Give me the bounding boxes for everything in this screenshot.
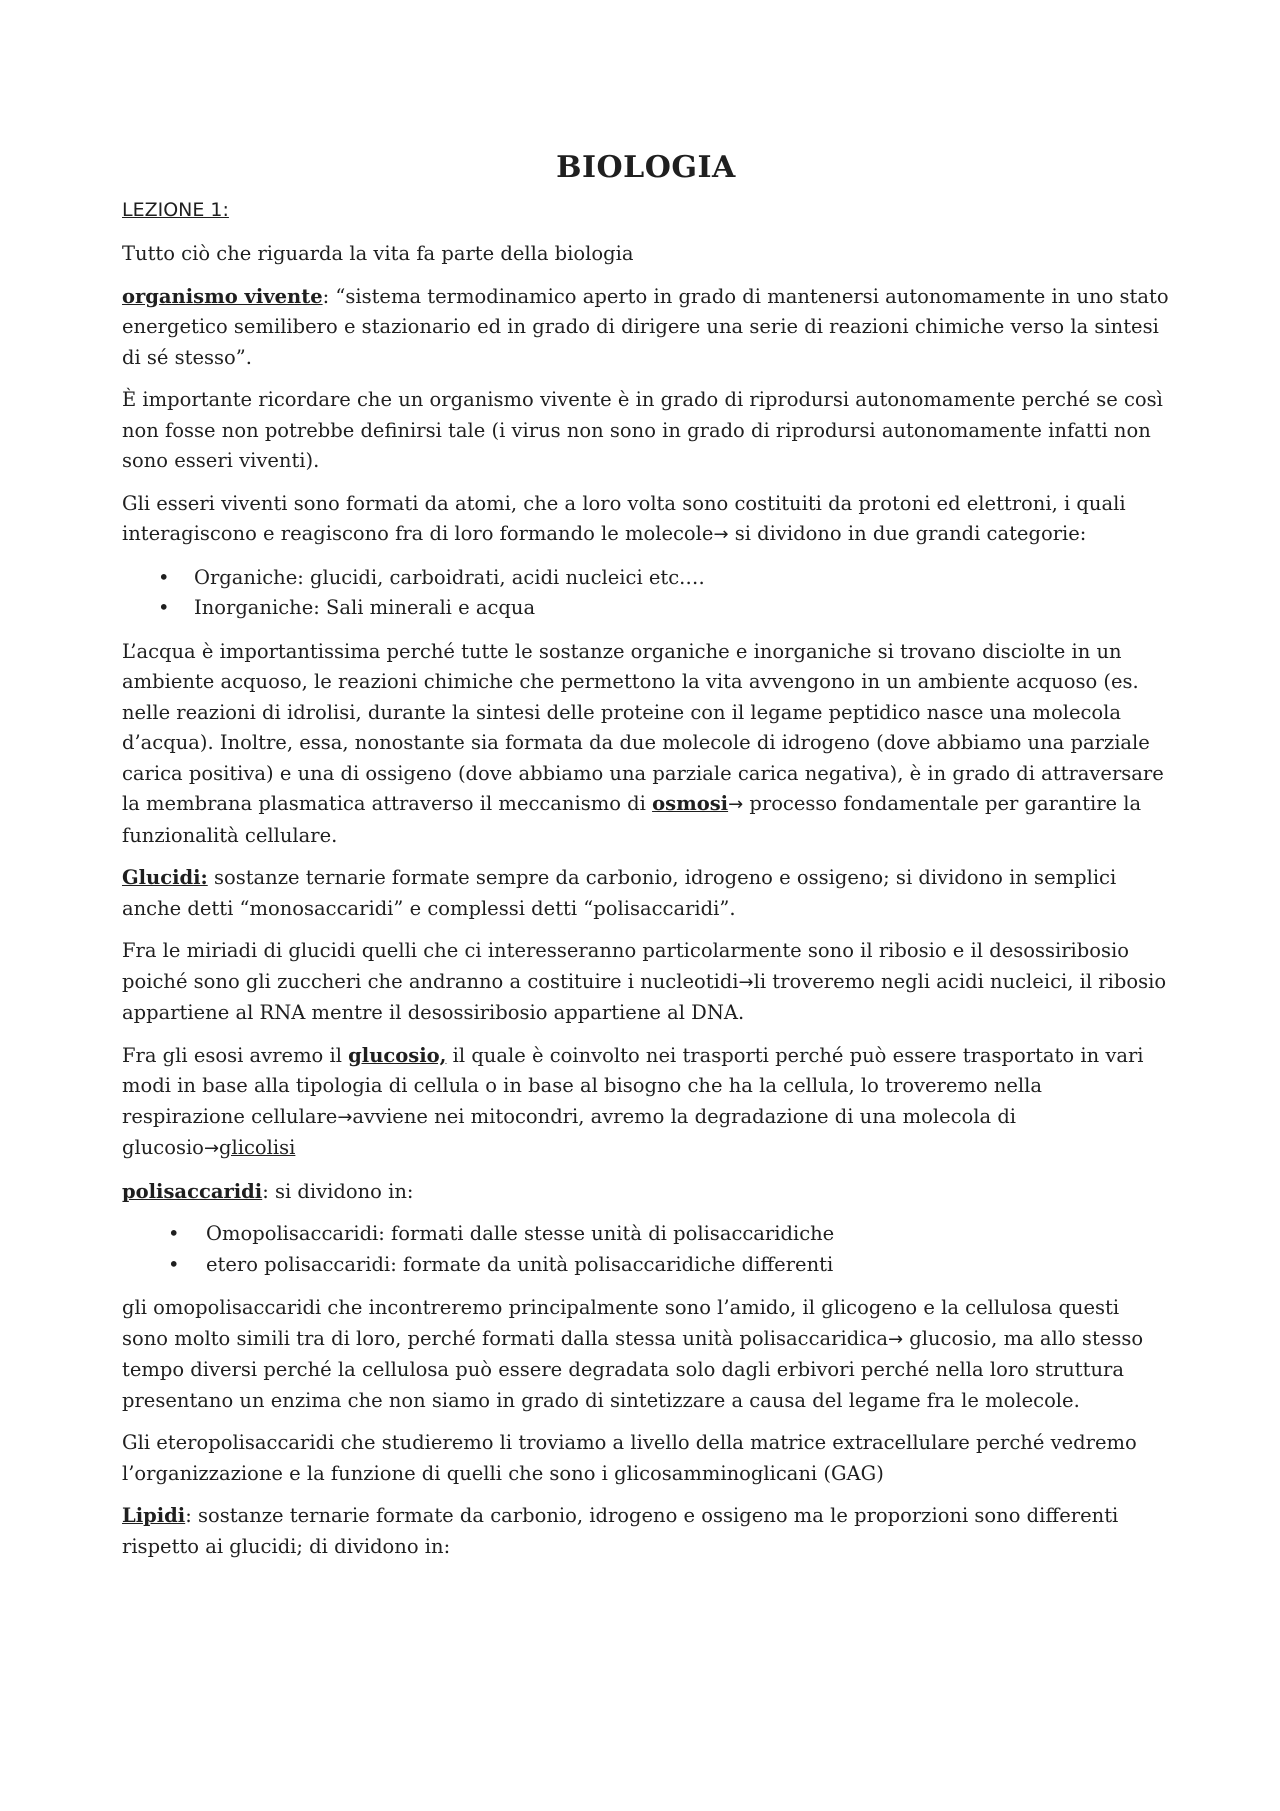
list-item: • Inorganiche: Sali minerali e acqua — [194, 593, 1170, 624]
paragraph-acqua — [122, 637, 1170, 852]
text-segment: glucosio, ma allo stesso tempo diversi perché la cellulosa può essere degradata solo dagli erbivori perché nella loro struttura presentano un enzima che non siamo in grado di sintetizzare a causa del legame fra le molecole. — [122, 1326, 1144, 1412]
list-molecole — [122, 563, 1170, 624]
list-polisaccaridi — [122, 1219, 1170, 1280]
text-segment: Gli esseri viventi sono formati da atomi, che a loro volta sono costituiti da protoni ed elettroni, i quali interagiscono e reagiscono fra di loro formando le molecole — [122, 491, 1126, 545]
paragraph-atomi — [122, 489, 1170, 551]
text-segment: li troveremo negli acidi nucleici, il ribosio appartiene al RNA mentre il desossiribosio appartiene al DNA. — [122, 969, 1167, 1024]
paragraph-organismo-vivente — [122, 282, 1170, 374]
paragraph-riproduzione: È importante ricordare che un organismo vivente è in grado di riprodursi autonomamente perché se così non fosse non potrebbe definirsi tale (i virus non sono in grado di riprodursi autonomamente infatti non sono esseri viventi). — [122, 388, 1163, 472]
text-segment: sostanze ternarie formate sempre da carbonio, idrogeno e ossigeno; si dividono in semplici anche detti “monosaccaridi” e complessi detti “polisaccaridi”. — [122, 866, 1117, 920]
text-segment: il quale è coinvolto nei trasporti perché può essere trasportato in vari modi in base alla tipologia di cellula o in base al bisogno che ha la cellula, lo troveremo nella respirazione cellulare — [122, 1043, 1144, 1128]
term-glicolisi: glicolisi — [219, 1136, 296, 1159]
term-osmosi: osmosi — [652, 792, 729, 815]
text-segment: Fra le miriadi di glucidi quelli che ci interesseranno particolarmente sono il ribosio e il desossiribosio poiché sono gli zuccheri che andranno a costituire i nucleotidi — [122, 939, 1129, 993]
text-segment: processo fondamentale per garantire la funzionalità cellulare. — [122, 792, 1142, 847]
arrow-right-icon: → — [203, 1138, 220, 1159]
text-segment: avviene nei mitocondri, avremo la degradazione di una molecola di glucosio — [122, 1104, 1017, 1159]
arrow-right-icon: → — [738, 971, 754, 993]
list-item: • Organiche: glucidi, carboidrati, acidi nucleici etc.… — [194, 563, 1170, 594]
term-organismo-vivente: organismo vivente — [122, 284, 323, 308]
arrow-right-icon: → — [713, 524, 729, 545]
text-segment: si dividono in due grandi categorie: — [728, 522, 1087, 545]
text-segment: Fra gli esosi avremo il — [122, 1043, 349, 1067]
paragraph-polisaccaridi — [122, 1177, 1170, 1208]
paragraph-ribosio — [122, 936, 1170, 1029]
paragraph-eteropolisaccaridi: Gli eteropolisaccaridi che studieremo li troviamo a livello della matrice extracellulare perché vedremo l’organizzazione e la funzione di quelli che sono i glicosamminoglicani (GAG) — [122, 1431, 1137, 1485]
paragraph-omopolisaccaridi — [122, 1293, 1170, 1416]
list-item: • etero polisaccaridi: formate da unità polisaccaridiche differenti — [206, 1250, 1170, 1281]
definition-text: : “sistema termodinamico aperto in grado di mantenersi autonomamente in uno stato energetico semilibero e stazionario ed in grado di dirigere una serie di reazioni chimiche verso la sintesi di sé stesso”. — [122, 284, 1169, 369]
text-segment: gli omopolisaccaridi che incontreremo principalmente sono l’amido, il glicogeno e la cellulosa questi sono molto simili tra di loro, perché formati dalla stessa unità polisaccaridica — [122, 1296, 1120, 1350]
document-page — [122, 150, 1170, 1574]
document-title: BIOLOGIA — [556, 150, 736, 185]
arrow-right-icon: → — [887, 1328, 904, 1350]
list-item: • Omopolisaccaridi: formati dalle stesse unità di polisaccaridiche — [206, 1219, 1170, 1250]
term-glucidi: Glucidi: — [122, 866, 208, 889]
arrow-right-icon: → — [728, 794, 744, 815]
term-glucosio: glucosio, — [348, 1043, 447, 1067]
text-segment: L’acqua è importantissima perché tutte le sostanze organiche e inorganiche si trovano disciolte in un ambiente acquoso, le reazioni chimiche che permettono la vita avvengono in un ambiente acquoso (es. nelle reazioni di idrolisi, durante la sintesi delle proteine con il legame peptidico nasce una molecola d’acqua). Inoltre, essa, nonostante sia formata da due molecole di idrogeno (dove abbiamo una parziale carica positiva) e una di ossigeno (dove abbiamo una parziale carica negativa), è in grado di attraversare la membrana plasmatica attraverso il meccanismo di — [122, 639, 1164, 815]
term-lipidi: Lipidi — [122, 1504, 186, 1527]
text-segment: : si dividono in: — [262, 1179, 414, 1203]
term-polisaccaridi: polisaccaridi — [122, 1179, 263, 1203]
text-segment: : sostanze ternarie formate da carbonio, idrogeno e ossigeno ma le proporzioni sono differenti rispetto ai glucidi; di dividono in: — [122, 1504, 1119, 1558]
paragraph-glucosio — [122, 1041, 1170, 1165]
arrow-right-icon: → — [337, 1106, 353, 1128]
paragraph-intro: Tutto ciò che riguarda la vita fa parte della biologia — [122, 242, 634, 265]
paragraph-lipidi — [122, 1501, 1170, 1562]
lesson-heading: LEZIONE 1: — [122, 199, 229, 221]
paragraph-glucidi — [122, 863, 1170, 924]
